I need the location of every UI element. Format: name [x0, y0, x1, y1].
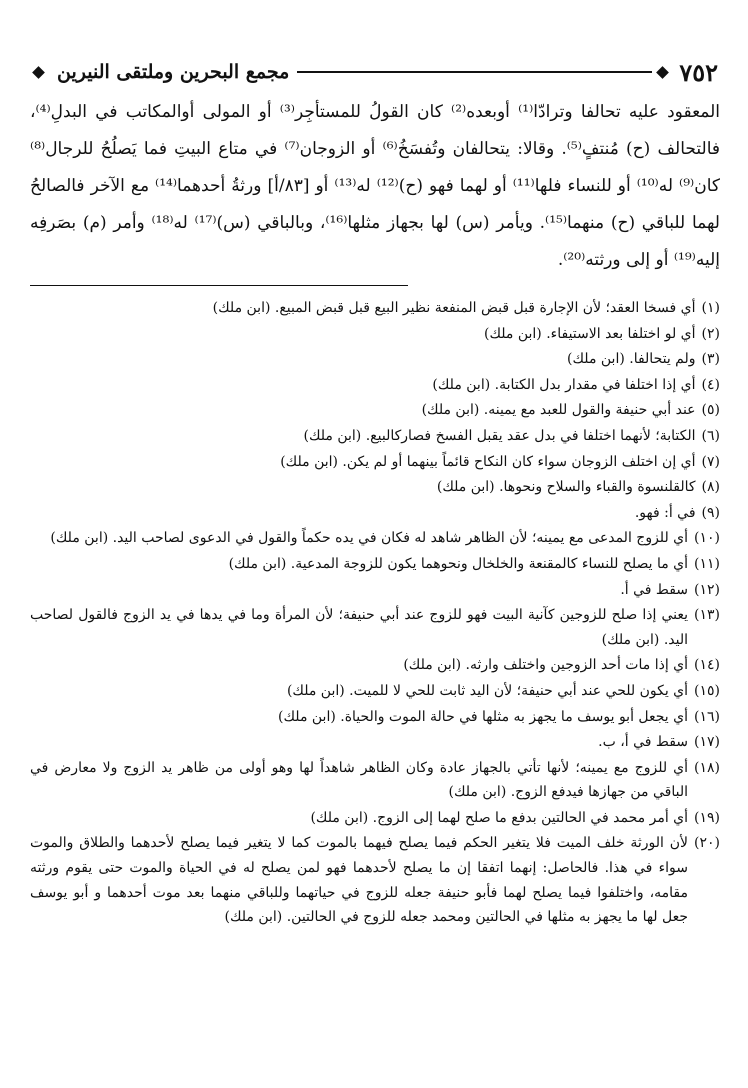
footnote-text: يعني إذا صلح للزوجين كآنية البيت فهو للزوج عند أبي حنيفة؛ لأن المرأة وما في يدها في يد الزوج فالقول لصاحب اليد. (ابن ملك) [30, 607, 689, 648]
header-rule [297, 71, 652, 73]
footnote [30, 475, 720, 500]
footnote-text: أي يجعل أبو يوسف ما يجهز به مثلها في حالة الموت والحياة. (ابن ملك) [278, 708, 689, 725]
footnote-number: (٤) [701, 376, 720, 393]
footnote-text: عند أبي حنيفة والقول للعبد مع يمينه. (ابن ملك) [421, 402, 696, 419]
footnote [30, 552, 720, 577]
footnote-number: (٨) [701, 479, 720, 496]
footnote-number: (١٧) [694, 734, 720, 751]
footnote-text: سقط في أ. [620, 581, 689, 598]
footnote-number: (١٩) [694, 809, 720, 826]
footnote-text: أي ما يصلح للنساء كالمقنعة والخلخال ونحوهما يكون للزوجة المدعية. (ابن ملك) [228, 555, 689, 572]
footnote-text: سقط في أ، ب. [598, 734, 689, 751]
footnote-text: أي يكون للحي عند أبي حنيفة؛ لأن اليد ثابت للحي لا للميت. (ابن ملك) [286, 682, 689, 699]
footnote-number: (٦) [701, 427, 720, 444]
footnote [30, 450, 720, 475]
main-paragraph: المعقود عليه تحالفا وترادّا⁽¹⁾ أوبعده⁽²⁾ كان القولُ للمستأجِر⁽³⁾ أو المولى أوالمكاتب في البدلِ⁽⁴⁾، فالتحالف (ح) مُنتفٍ⁽⁵⁾. وقالا: يتحالفان وتُفسَخُ⁽⁶⁾ أو الزوجان⁽⁷⁾ في متاع البيتِ فما يَصلُحُ للرجال⁽⁸⁾ كان⁽⁹⁾ له⁽¹⁰⁾ أو للنساء فلها⁽¹¹⁾ أو لهما فهو (ح)⁽¹²⁾ له⁽¹³⁾ أو [٨٣/أ] ورثةُ أحدهما⁽¹⁴⁾ مع الآخر فالصالحُ لهما للباقي (ح) منهما⁽¹⁵⁾. ويأمر (س) لها بجهاز مثلها⁽¹⁶⁾، وبالباقي (س)⁽¹⁷⁾ له⁽¹⁸⁾ وأمر (م) بصَرفِه إليه⁽¹⁹⁾ أو إلى ورثته⁽²⁰⁾. [30, 102, 721, 270]
footnote-text: أي أمر محمد في الحالتين بدفع ما صلح لهما إلى الزوج. (ابن ملك) [310, 809, 689, 826]
footnote-number: (٢٠) [694, 835, 720, 852]
footnote-number: (١٦) [694, 708, 720, 725]
footnote [30, 322, 720, 347]
main-text [30, 94, 720, 279]
diamond-ornament-icon [32, 66, 45, 79]
page-number: ٧٥٢ [679, 57, 718, 87]
footnote-separator [30, 285, 408, 286]
footnote-text: ولم يتحالفا. (ابن ملك) [567, 351, 696, 368]
footnote-number: (٥) [701, 402, 720, 419]
footnote [30, 373, 720, 398]
footnote [30, 679, 720, 704]
footnote-number: (٣) [701, 351, 720, 368]
footnote [30, 296, 720, 321]
footnote [30, 501, 720, 526]
footnote [30, 578, 720, 603]
footnote [30, 653, 720, 678]
footnote-text: أي إن اختلف الزوجان سواء كان النكاح قائماً بينهما أو لم يكن. (ابن ملك) [280, 453, 696, 470]
footnote-number: (١٠) [694, 530, 720, 547]
footnote-number: (٢) [701, 325, 720, 342]
footnote-text: أي للزوج المدعى مع يمينه؛ لأن الظاهر شاهد له فكان في يده حكماً والقول في الدعوى لصاحب اليد. (ابن ملك) [50, 530, 689, 547]
footnote [30, 398, 720, 423]
footnote [30, 347, 720, 372]
footnote [30, 730, 720, 755]
footnote-text: أي لو اختلفا بعد الاستيفاء. (ابن ملك) [484, 325, 696, 342]
footnote-text: كالقلنسوة والقباء والسلاح ونحوها. (ابن ملك) [436, 479, 696, 496]
footnote-number: (١٣) [694, 607, 720, 624]
footnote-number: (١٢) [694, 581, 720, 598]
footnote [30, 424, 720, 449]
footnote [30, 705, 720, 730]
footnote [30, 756, 720, 805]
footnote-number: (١١) [694, 555, 720, 572]
footnote-number: (١) [701, 300, 720, 316]
footnote-number: (٩) [701, 504, 720, 521]
footnote-text: في أ: فهو. [634, 504, 696, 521]
footnotes-list [30, 296, 720, 931]
footnote [30, 806, 720, 831]
footnote-text: أي إذا مات أحد الزوجين واختلف وارثه. (ابن ملك) [403, 657, 689, 674]
footnote-number: (١٨) [694, 759, 720, 776]
footnote-text: الكتابة؛ لأنهما اختلفا في بدل عقد يقبل الفسخ فصاركالبيع. (ابن ملك) [303, 427, 696, 444]
footnote-text: أي للزوج مع يمينه؛ لأنها تأتي بالجهاز عادة وكان الظاهر شاهداً لها وهو أولى من ظاهر يد الزوج ولا معارض في الباقي من جهازها فيدفع الزوج. (ابن ملك) [30, 759, 689, 801]
footnote-number: (١٤) [694, 657, 720, 674]
footnote [30, 603, 720, 652]
diamond-ornament-icon [656, 66, 669, 79]
footnote-number: (٧) [701, 453, 720, 470]
footnote [30, 831, 720, 929]
book-title: مجمع البحرين وملتقى النيرين [57, 61, 290, 83]
page-header [28, 52, 718, 92]
footnote-text: أي فسخا العقد؛ لأن الإجارة قبل قبض المنفعة نظير البيع قبل قبض المبيع. (ابن ملك) [212, 300, 696, 316]
footnote-text: أي إذا اختلفا في مقدار بدل الكتابة. (ابن ملك) [432, 376, 696, 393]
footnote-text: لأن الورثة خلف الميت فلا يتغير الحكم فيما يصلح فيهما بالموت كما لا يتغير فيما يصلح لأحدهما والطلاق والموت سواء في هذا. فالحاصل: إنهما اتفقا إن ما يصلح لأحدهما فهو لمن يصلح له في الحياة والموت حتى يقوم ورثته مقامه، واختلفوا فيما يصلح لهما فأبو حنيفة جعله للزوج في حياتهما وللباقي منهما بعد موت أحدهما و أبو يوسف جعل لها ما يجهز به مثلها في الحالتين ومحمد جعله للزوج في الحالتين. (ابن ملك) [30, 835, 689, 926]
footnote-number: (١٥) [694, 682, 720, 699]
footnote [30, 526, 720, 551]
